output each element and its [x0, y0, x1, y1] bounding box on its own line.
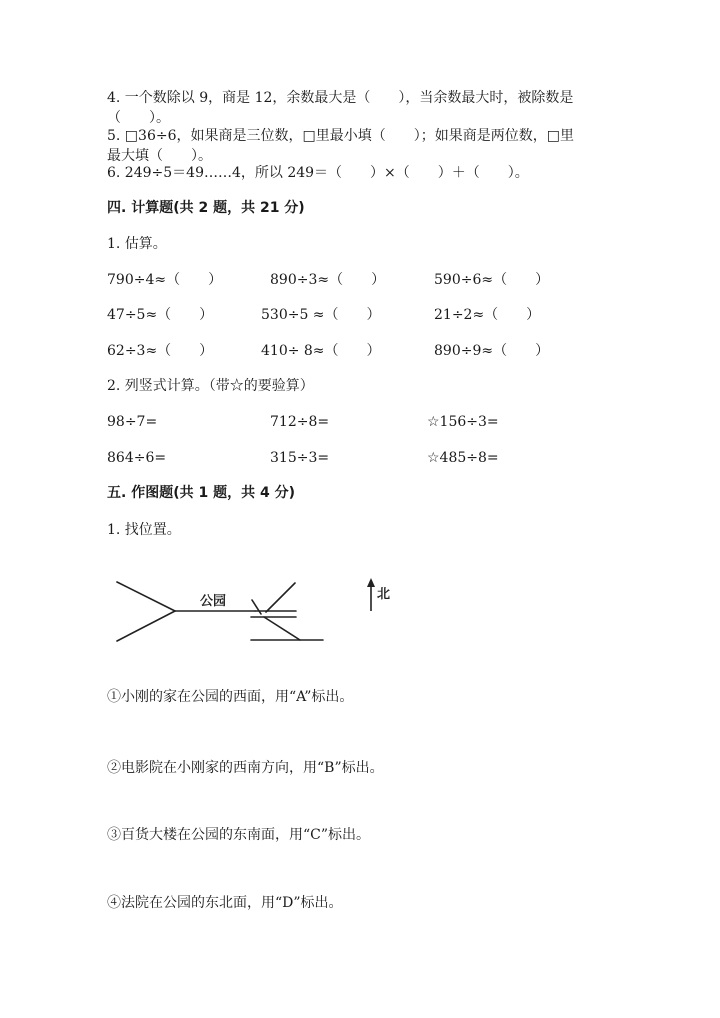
location-map	[100, 570, 420, 650]
question-5-line-1: 5. □36÷6，如果商是三位数，□里最小填（ ）；如果商是两位数，□里	[107, 128, 574, 144]
estimate-item: 47÷5≈（ ）	[107, 307, 214, 323]
find-position-item-c: ③百货大楼在公园的东南面，用“C”标出。	[107, 827, 371, 843]
find-position-item-d: ④法院在公园的东北面，用“D”标出。	[107, 895, 343, 911]
section-5-heading: 五. 作图题(共 1 题，共 4 分)	[107, 485, 295, 501]
question-4-line-2: （ ）。	[107, 110, 170, 126]
vertical-calc-item: ☆485÷8=	[427, 450, 499, 466]
estimate-item: 790÷4≈（ ）	[107, 272, 223, 288]
section-4-heading: 四. 计算题(共 2 题，共 21 分)	[107, 200, 305, 216]
west-road-upper	[117, 582, 175, 611]
vertical-calc-item: 712÷8=	[270, 414, 330, 430]
vertical-calc-item: 315÷3=	[270, 450, 330, 466]
park-label: 公园	[199, 594, 227, 609]
north-label: 北	[377, 587, 391, 602]
find-position-item-a: ①小刚的家在公园的西面，用“A”标出。	[107, 689, 354, 705]
estimate-item: 590÷6≈（ ）	[434, 272, 550, 288]
west-road-lower	[117, 611, 175, 641]
vertical-calc-item: ☆156÷3=	[427, 414, 499, 430]
question-6: 6. 249÷5＝49……4，所以 249＝（ ）×（ ）＋（ ）。	[107, 165, 529, 181]
estimate-item: 890÷9≈（ ）	[434, 343, 550, 359]
question-title-find-position: 1. 找位置。	[107, 522, 181, 538]
question-4-line-1: 4. 一个数除以 9，商是 12，余数最大是（ ），当余数最大时，被除数是	[107, 90, 574, 106]
estimate-item: 21÷2≈（ ）	[434, 307, 541, 323]
vertical-calc-item: 98÷7=	[107, 414, 158, 430]
question-5-line-2: 最大填（ ）。	[107, 148, 212, 164]
vertical-calc-title: 2. 列竖式计算。（带☆的要验算）	[107, 378, 314, 394]
estimate-title: 1. 估算。	[107, 236, 167, 252]
se-branch-diagonal	[264, 617, 300, 640]
north-arrow-icon	[367, 578, 375, 611]
vertical-calc-item: 864÷6=	[107, 450, 167, 466]
estimate-item: 890÷3≈（ ）	[270, 272, 386, 288]
find-position-item-b: ②电影院在小刚家的西南方向，用“B”标出。	[107, 760, 384, 776]
estimate-item: 410÷ 8≈（ ）	[261, 343, 381, 359]
estimate-item: 530÷5 ≈（ ）	[261, 307, 381, 323]
ne-branch-right	[266, 583, 295, 612]
estimate-item: 62÷3≈（ ）	[107, 343, 214, 359]
ne-branch-left	[252, 600, 261, 614]
